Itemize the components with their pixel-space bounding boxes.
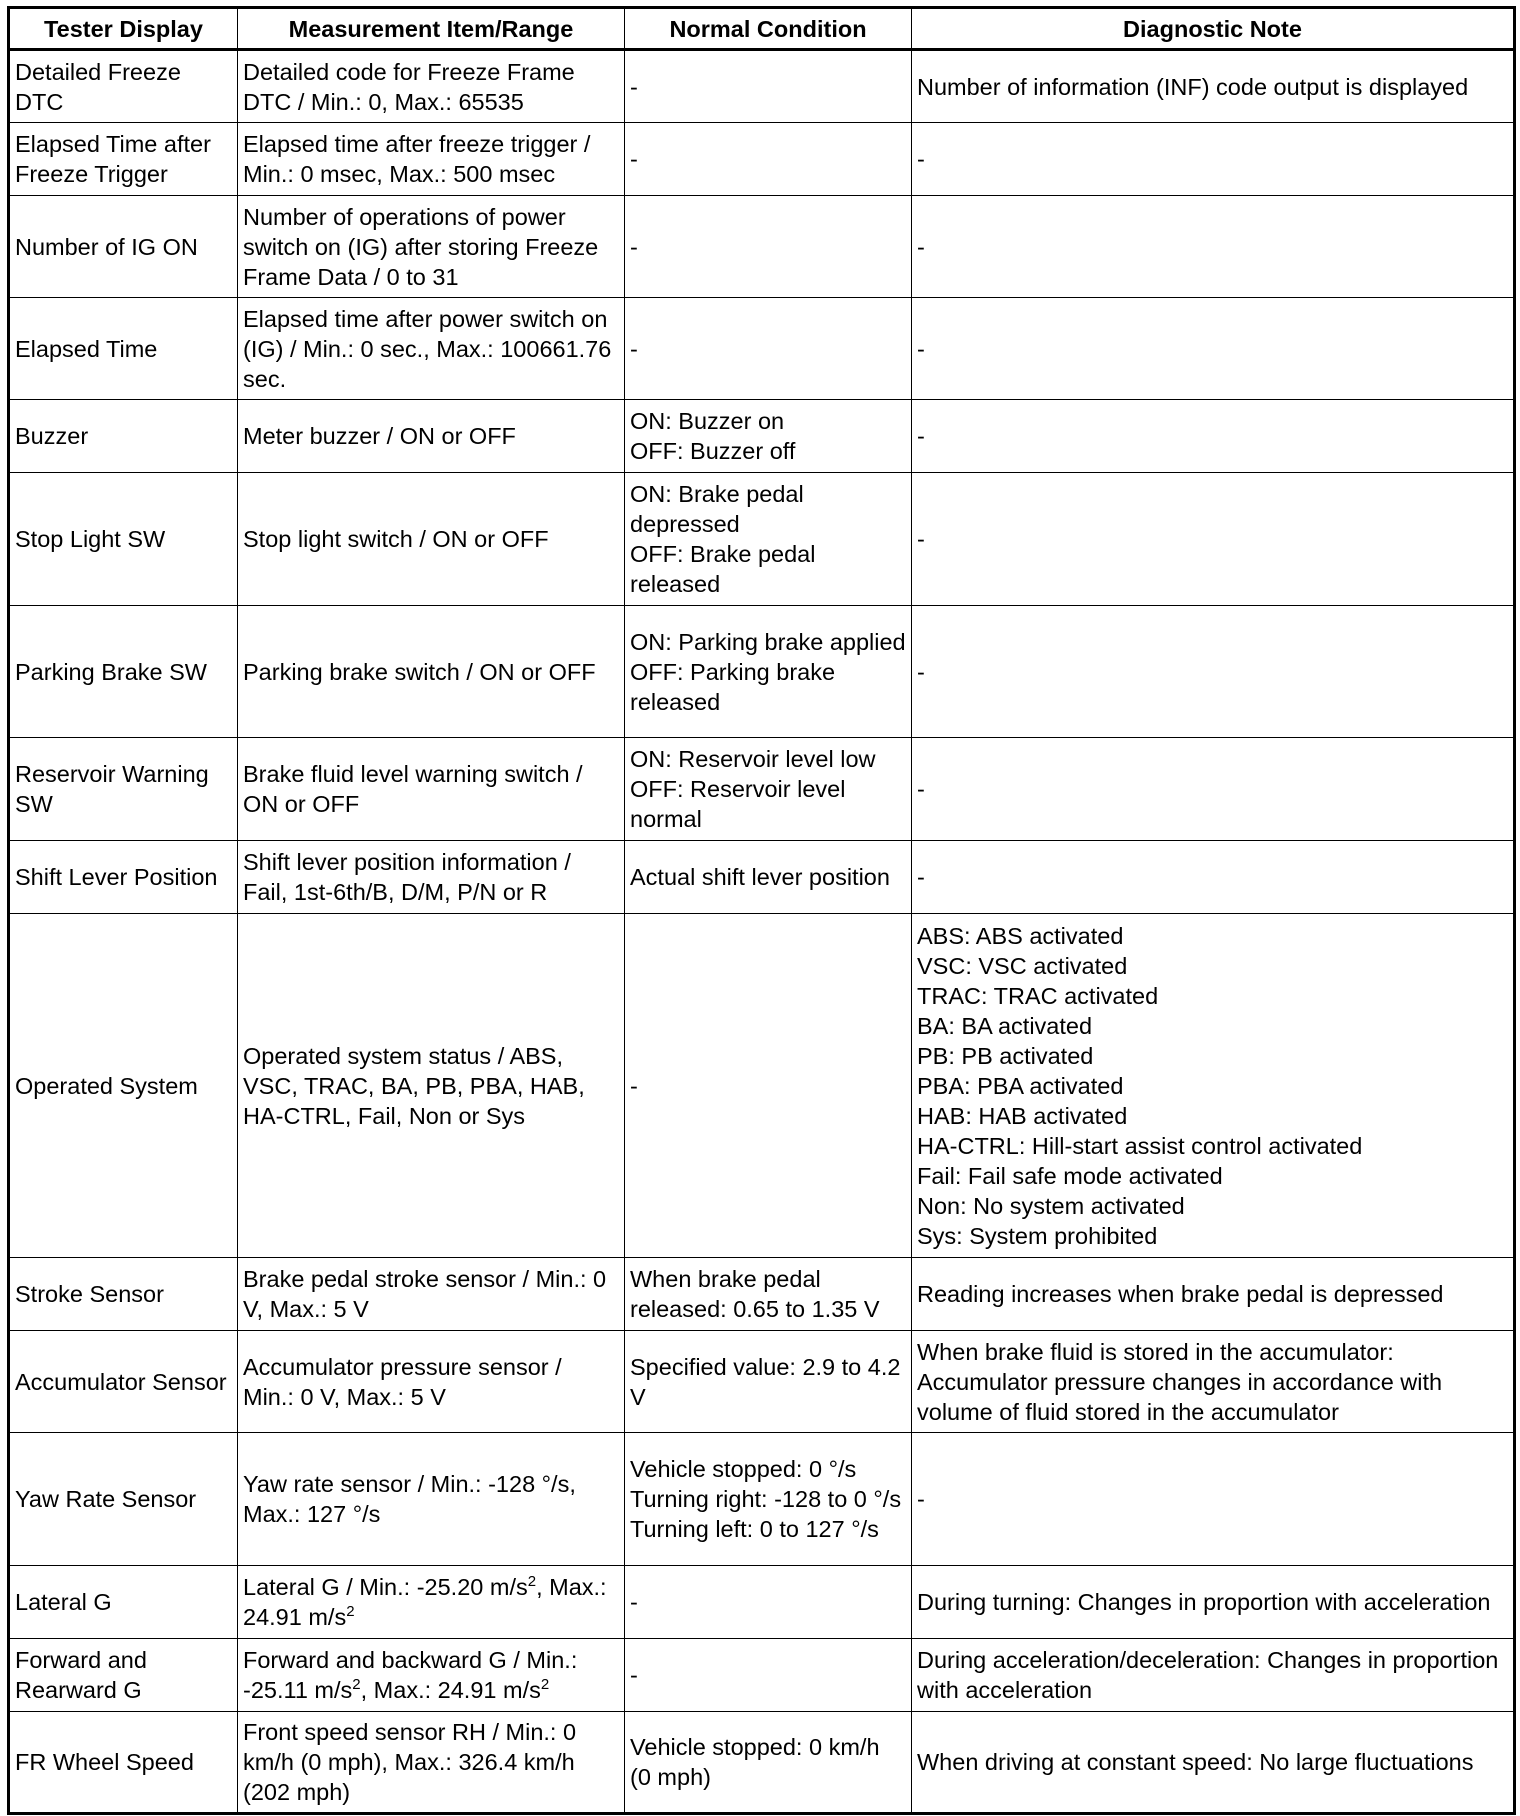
table-row (9, 196, 1515, 298)
table-row (9, 298, 1515, 400)
cell-tester-display: Elapsed Time after Freeze Trigger (9, 123, 238, 196)
cell-measurement-range: Forward and backward G / Min.: -25.11 $m/s^2$, Max.: 24.91 $m/s^2$ (238, 1639, 625, 1712)
cell-measurement-range: Elapsed time after power switch on (IG) / Min.: 0 sec., Max.: 100661.76 sec. (238, 298, 625, 400)
cell-normal-condition: ON: Buzzer on OFF: Buzzer off (625, 400, 912, 473)
cell-normal-condition: - (625, 196, 912, 298)
cell-tester-display: Elapsed Time (9, 298, 238, 400)
cell-measurement-range: Number of operations of power switch on (IG) after storing Freeze Frame Data / 0 to 31 (238, 196, 625, 298)
data-list-table (7, 6, 1516, 1815)
cell-tester-display: Operated System (9, 914, 238, 1258)
cell-measurement-range: Accumulator pressure sensor / Min.: 0 V, Max.: 5 V (238, 1331, 625, 1433)
cell-tester-display: Detailed Freeze DTC (9, 50, 238, 123)
cell-measurement-range: Elapsed time after freeze trigger / Min.: 0 msec, Max.: 500 msec (238, 123, 625, 196)
cell-diagnostic-note: - (912, 298, 1515, 400)
cell-measurement-range: Brake pedal stroke sensor / Min.: 0 V, Max.: 5 V (238, 1258, 625, 1331)
cell-measurement-range: Yaw rate sensor / Min.: -128 °/s, Max.: 127 °/s (238, 1433, 625, 1566)
cell-measurement-range: Meter buzzer / ON or OFF (238, 400, 625, 473)
cell-diagnostic-note: - (912, 738, 1515, 841)
cell-measurement-range: Detailed code for Freeze Frame DTC / Min.: 0, Max.: 65535 (238, 50, 625, 123)
cell-tester-display: Parking Brake SW (9, 606, 238, 738)
cell-normal-condition: When brake pedal released: 0.65 to 1.35 V (625, 1258, 912, 1331)
cell-tester-display: Yaw Rate Sensor (9, 1433, 238, 1566)
cell-diagnostic-note: During turning: Changes in proportion with acceleration (912, 1566, 1515, 1639)
cell-measurement-range: Lateral G / Min.: -25.20 $m/s^2$, Max.: 24.91 $m/s^2$ (238, 1566, 625, 1639)
cell-tester-display: Stroke Sensor (9, 1258, 238, 1331)
table-row (9, 914, 1515, 1258)
cell-normal-condition: ON: Brake pedal depressed OFF: Brake pedal released (625, 473, 912, 606)
cell-normal-condition: Vehicle stopped: 0 °/s Turning right: -128 to 0 °/s Turning left: 0 to 127 °/s (625, 1433, 912, 1566)
header-tester-display: Tester Display (9, 8, 238, 50)
cell-normal-condition: Actual shift lever position (625, 841, 912, 914)
cell-diagnostic-note: Reading increases when brake pedal is depressed (912, 1258, 1515, 1331)
cell-normal-condition: - (625, 298, 912, 400)
superscript-2: 2 (540, 1676, 550, 1693)
table-row (9, 1331, 1515, 1433)
cell-measurement-range: Parking brake switch / ON or OFF (238, 606, 625, 738)
cell-tester-display: Stop Light SW (9, 473, 238, 606)
cell-normal-condition: ON: Parking brake applied OFF: Parking brake released (625, 606, 912, 738)
table-row (9, 841, 1515, 914)
cell-tester-display: Shift Lever Position (9, 841, 238, 914)
cell-tester-display: Lateral G (9, 1566, 238, 1639)
cell-tester-display: Reservoir Warning SW (9, 738, 238, 841)
cell-normal-condition: - (625, 50, 912, 123)
table-row (9, 50, 1515, 123)
cell-diagnostic-note: - (912, 473, 1515, 606)
table-row (9, 738, 1515, 841)
cell-normal-condition: ON: Reservoir level low OFF: Reservoir level normal (625, 738, 912, 841)
cell-measurement-range: Shift lever position information / Fail, 1st-6th/B, D/M, P/N or R (238, 841, 625, 914)
table-row (9, 1639, 1515, 1712)
cell-normal-condition: - (625, 123, 912, 196)
header-measurement-item: Measurement Item/Range (238, 8, 625, 50)
cell-tester-display: Forward and Rearward G (9, 1639, 238, 1712)
table-row (9, 1258, 1515, 1331)
cell-tester-display: FR Wheel Speed (9, 1712, 238, 1814)
cell-measurement-range: Operated system status / ABS, VSC, TRAC, BA, PB, PBA, HAB, HA-CTRL, Fail, Non or Sys (238, 914, 625, 1258)
cell-diagnostic-note: - (912, 1433, 1515, 1566)
cell-normal-condition: - (625, 1566, 912, 1639)
cell-measurement-range: Brake fluid level warning switch / ON or OFF (238, 738, 625, 841)
cell-diagnostic-note: - (912, 123, 1515, 196)
table-row (9, 1712, 1515, 1814)
cell-normal-condition: Vehicle stopped: 0 km/h (0 mph) (625, 1712, 912, 1814)
header-row (9, 8, 1515, 50)
cell-tester-display: Buzzer (9, 400, 238, 473)
header-normal-condition: Normal Condition (625, 8, 912, 50)
superscript-2: 2 (346, 1603, 355, 1620)
cell-diagnostic-note: Number of information (INF) code output is displayed (912, 50, 1515, 123)
cell-normal-condition: Specified value: 2.9 to 4.2 V (625, 1331, 912, 1433)
table-row (9, 400, 1515, 473)
header-diagnostic-note: Diagnostic Note (912, 8, 1515, 50)
cell-diagnostic-note: During acceleration/deceleration: Changes in proportion with acceleration (912, 1639, 1515, 1712)
table-body (9, 50, 1515, 1814)
table-row (9, 606, 1515, 738)
table-row (9, 1433, 1515, 1566)
cell-tester-display: Number of IG ON (9, 196, 238, 298)
cell-tester-display: Accumulator Sensor (9, 1331, 238, 1433)
cell-normal-condition: - (625, 914, 912, 1258)
table-row (9, 123, 1515, 196)
cell-diagnostic-note: - (912, 841, 1515, 914)
superscript-2: 2 (527, 1573, 537, 1590)
cell-normal-condition: - (625, 1639, 912, 1712)
table-row (9, 473, 1515, 606)
cell-diagnostic-note: When brake fluid is stored in the accumulator: Accumulator pressure changes in accordance with volume of fluid stored in the accumulator (912, 1331, 1515, 1433)
cell-diagnostic-note: - (912, 400, 1515, 473)
table-row (9, 1566, 1515, 1639)
cell-diagnostic-note: - (912, 606, 1515, 738)
cell-measurement-range: Stop light switch / ON or OFF (238, 473, 625, 606)
table-header (9, 8, 1515, 50)
cell-diagnostic-note: ABS: ABS activated VSC: VSC activated TRAC: TRAC activated BA: BA activated PB: PB activated PBA: PBA activated HAB: HAB activated HA-CTRL: Hill-start assist control activated Fail: Fail safe mode activated Non: No system activated Sys: System prohibited (912, 914, 1515, 1258)
superscript-2: 2 (352, 1676, 361, 1693)
cell-measurement-range: Front speed sensor RH / Min.: 0 km/h (0 mph), Max.: 326.4 km/h (202 mph) (238, 1712, 625, 1814)
cell-diagnostic-note: When driving at constant speed: No large fluctuations (912, 1712, 1515, 1814)
cell-diagnostic-note: - (912, 196, 1515, 298)
